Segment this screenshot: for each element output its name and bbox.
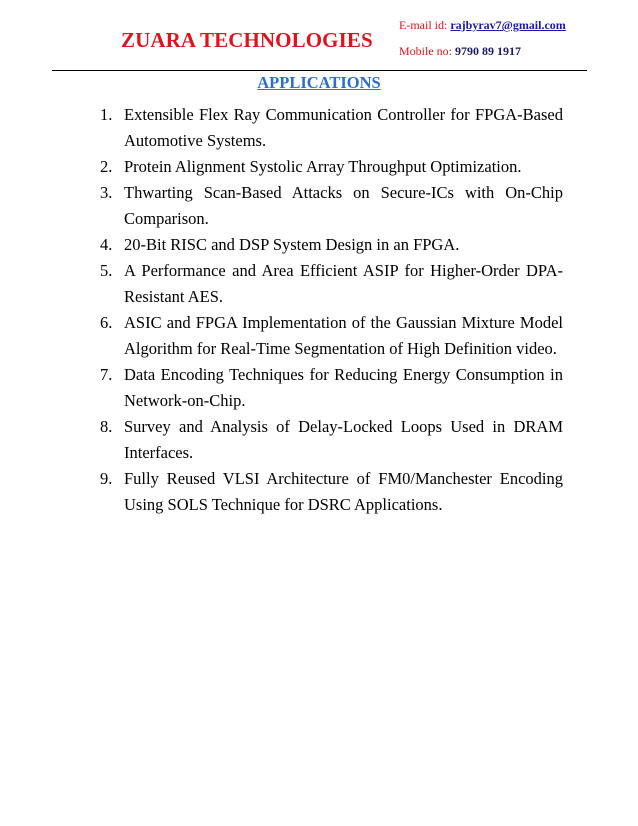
item-text: ASIC and FPGA Implementation of the Gaussian Mixture Model Algorithm for Real-Time Segmentation of High Definition video. (124, 313, 563, 358)
list-item (100, 232, 563, 258)
item-number: 1. (100, 105, 113, 124)
list-item (100, 310, 563, 362)
list-item (100, 466, 563, 518)
contact-block (399, 12, 566, 64)
page-title: APPLICATIONS (257, 73, 381, 92)
item-text: Extensible Flex Ray Communication Controller for FPGA-Based Automotive Systems. (124, 105, 563, 150)
item-text: Survey and Analysis of Delay-Locked Loops Used in DRAM Interfaces. (124, 417, 563, 462)
item-number: 6. (100, 313, 113, 332)
item-number: 9. (100, 469, 113, 488)
item-number: 3. (100, 183, 113, 202)
item-text: Thwarting Scan-Based Attacks on Secure-ICs with On-Chip Comparison. (124, 183, 563, 228)
mobile-label: Mobile no: (399, 44, 455, 58)
list-item (100, 154, 563, 180)
item-number: 4. (100, 235, 113, 254)
item-number: 7. (100, 365, 113, 384)
item-text: A Performance and Area Efficient ASIP for Higher-Order DPA-Resistant AES. (124, 261, 563, 306)
email-label: E-mail id: (399, 18, 451, 32)
item-number: 2. (100, 157, 113, 176)
item-text: Data Encoding Techniques for Reducing Energy Consumption in Network-on-Chip. (124, 365, 563, 410)
company-name: ZUARA TECHNOLOGIES (121, 28, 373, 52)
mobile-number: 9790 89 1917 (455, 44, 521, 58)
item-text: 20-Bit RISC and DSP System Design in an FPGA. (124, 235, 460, 254)
email-line (399, 12, 566, 38)
list-item (100, 102, 563, 154)
header-divider (52, 70, 587, 71)
list-item (100, 258, 563, 310)
item-number: 5. (100, 261, 113, 280)
list-item (100, 180, 563, 232)
list-item (100, 414, 563, 466)
item-text: Protein Alignment Systolic Array Throughput Optimization. (124, 157, 522, 176)
mobile-line (399, 38, 566, 64)
list-item (100, 362, 563, 414)
applications-list (100, 102, 563, 518)
item-number: 8. (100, 417, 113, 436)
email-link[interactable]: rajbyrav7@gmail.com (450, 18, 566, 32)
item-text: Fully Reused VLSI Architecture of FM0/Manchester Encoding Using SOLS Technique for DSRC Applications. (124, 469, 563, 514)
